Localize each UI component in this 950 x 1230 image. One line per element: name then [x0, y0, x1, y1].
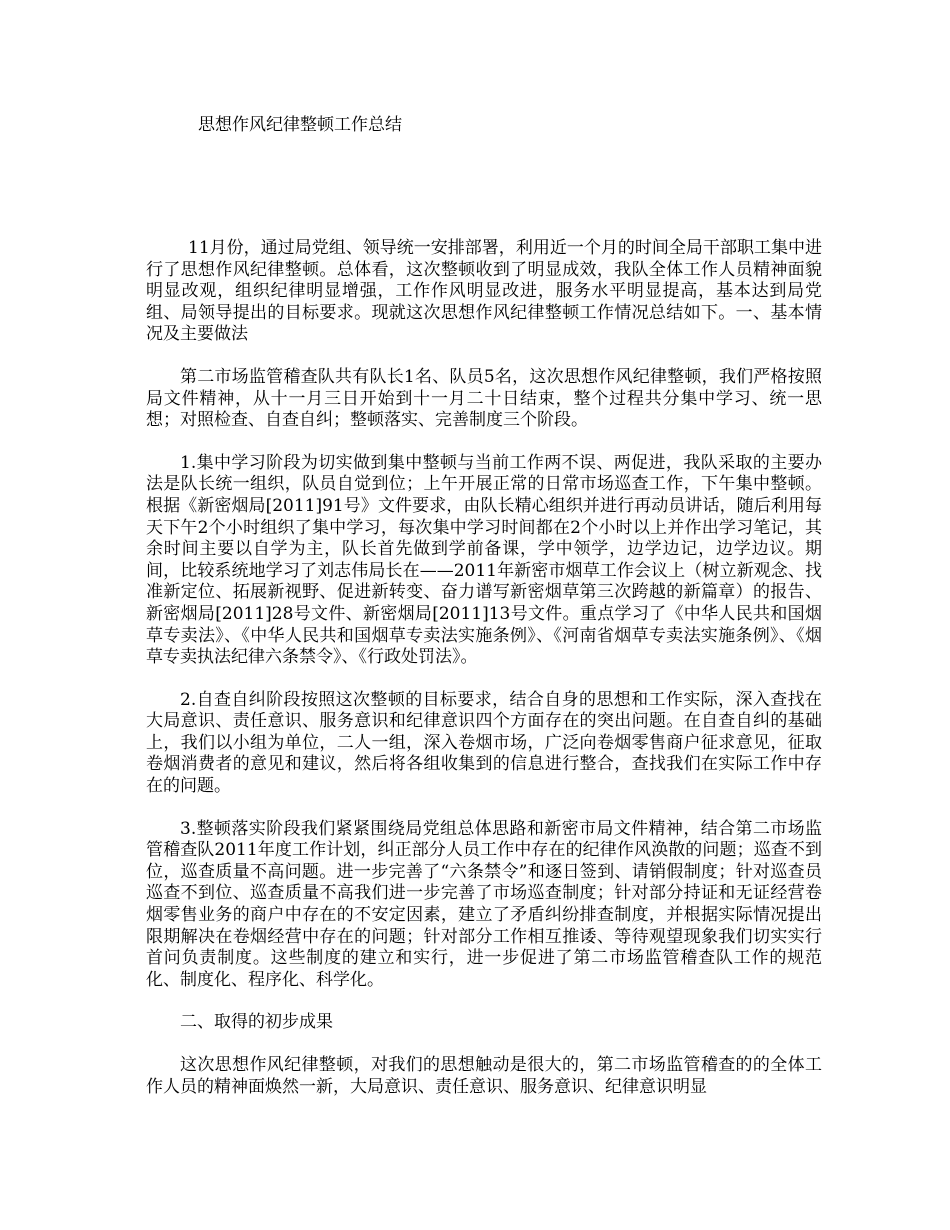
document-title: 思想作风纪律整顿工作总结 [198, 115, 402, 135]
paragraph-stage-2: 2.自查自纠阶段按照这次整顿的目标要求，结合自身的思想和工作实际，深入查找在大局意识、责任意识、服务意识和纪律意识四个方面存在的突出问题。在自查自纠的基础上，我们以小组为单位，二人一组，深入卷烟市场，广泛向卷烟零售商户征求意见，征取卷烟消费者的意见和建议，然后将各组收集到的信息进行整合，查找我们在实际工作中存在的问题。 [146, 689, 822, 797]
document-body [146, 238, 822, 1119]
section-heading: 二、取得的初步成果 [180, 1012, 333, 1033]
paragraph-team-overview: 第二市场监管稽查队共有队长1名、队员5名，这次思想作风纪律整顿，我们严格按照局文件精神，从十一月三日开始到十一月二十日结束，整个过程共分集中学习、统一思想；对照检查、自查自纠；整顿落实、完善制度三个阶段。 [146, 366, 822, 431]
paragraph-results: 这次思想作风纪律整顿，对我们的思想触动是很大的，第二市场监管稽查的的全体工作人员的精神面焕然一新，大局意识、责任意识、服务意识、纪律意识明显 [146, 1055, 822, 1097]
paragraph-intro: 11月份，通过局党组、领导统一安排部署，利用近一个月的时间全局干部职工集中进行了思想作风纪律整顿。总体看，这次整顿收到了明显成效，我队全体工作人员精神面貌明显改观，组织纪律明显增强，工作作风明显改进，服务水平明显提高，基本达到局党组、局领导提出的目标要求。现就这次思想作风纪律整顿工作情况总结如下。一、基本情况及主要做法 [146, 238, 822, 345]
paragraph-stage-3: 3.整顿落实阶段我们紧紧围绕局党组总体思路和新密市局文件精神，结合第二市场监管稽查队2011年度工作计划，纠正部分人员工作中存在的纪律作风涣散的问题；巡查不到位，巡查质量不高问题。进一步完善了“六条禁令”和逐日签到、请销假制度；针对巡查员巡查不到位、巡查质量不高我们进一步完善了市场巡查制度；针对部分持证和无证经营卷烟零售业务的商户中存在的不安定因素，建立了矛盾纠纷排查制度，并根据实际情况提出限期解决在卷烟经营中存在的问题；针对部分工作相互推诿、等待观望现象我们切实实行首问负责制度。这些制度的建立和实行，进一步促进了第二市场监管稽查队工作的规范化、制度化、程序化、科学化。 [146, 818, 822, 990]
paragraph-stage-1: 1.集中学习阶段为切实做到集中整顿与当前工作两不误、两促进，我队采取的主要办法是队长统一组织，队员自觉到位；上午开展正常的日常市场巡查工作，下午集中整顿。根据《新密烟局[2011]91号》文件要求，由队长精心组织并进行再动员讲话，随后利用每天下午2个小时组织了集中学习，每次集中学习时间都在2个小时以上并作出学习笔记，其余时间主要以自学为主，队长首先做到学前备课，学中领学，边学边记，边学边议。期间，比较系统地学习了刘志伟局长在——2011年新密市烟草工作会议上（树立新观念、找准新定位、拓展新视野、促进新转变、奋力谱写新密烟草第三次跨越的新篇章）的报告、新密烟局[2011]28号文件、新密烟局[2011]13号文件。重点学习了《中华人民共和国烟草专卖法》、《中华人民共和国烟草专卖法实施条例》、《河南省烟草专卖法实施条例》、《烟草专卖执法纪律六条禁令》、《行政处罚法》。 [146, 452, 822, 668]
